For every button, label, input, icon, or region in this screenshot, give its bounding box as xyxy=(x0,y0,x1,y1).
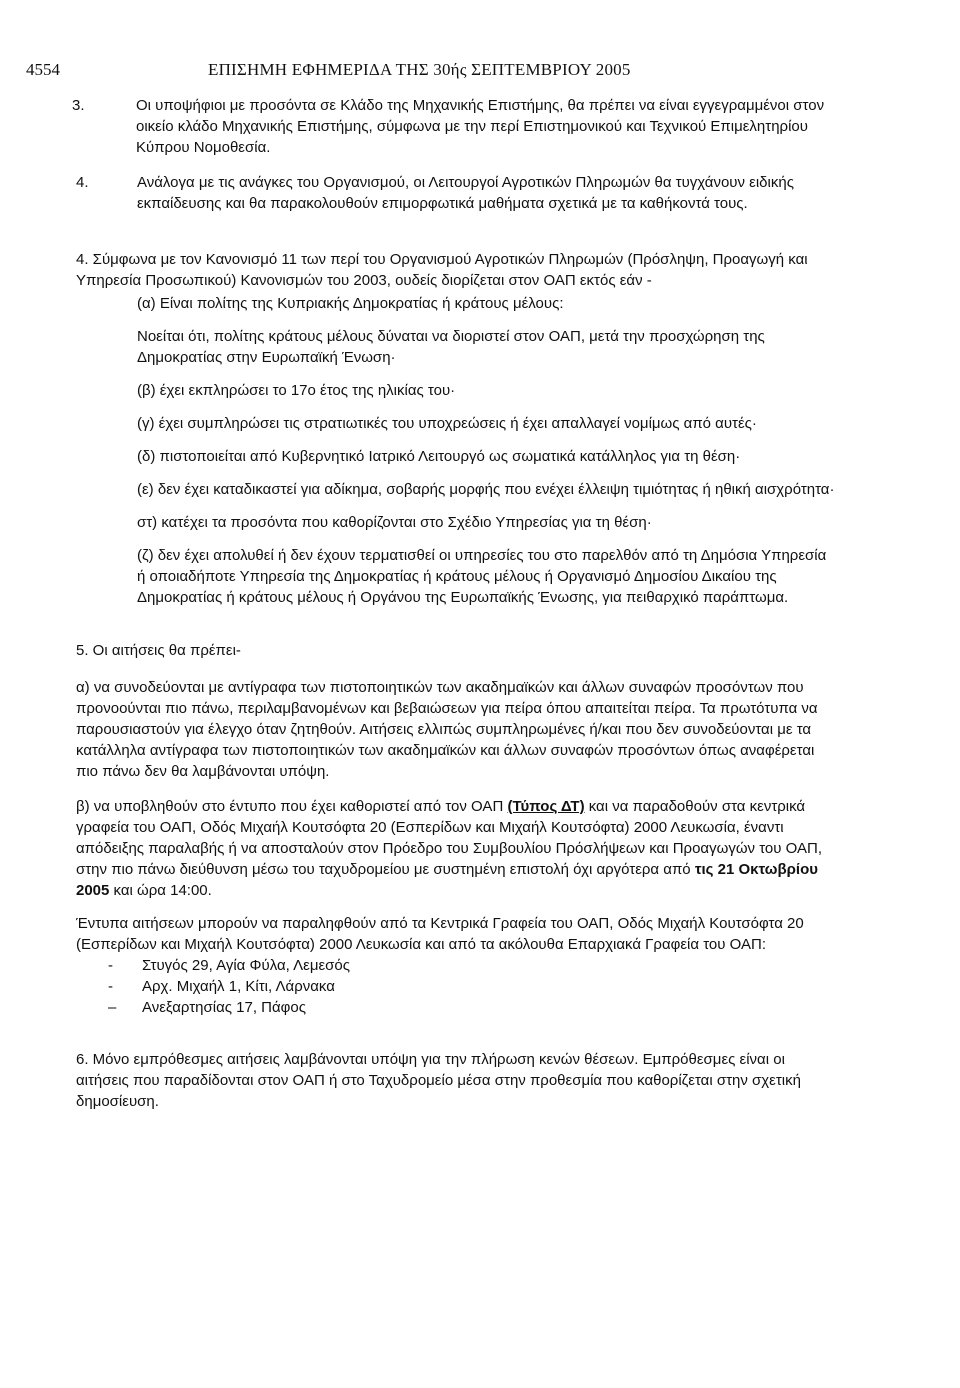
section-5-para-b xyxy=(76,796,836,901)
section-3-text: Οι υποψήφιοι με προσόντα σε Κλάδο της Μηχανικής Επιστήμης, θα πρέπει να είναι εγγεγραμμένοι στον οικείο κλάδο Μηχανικής Επιστήμης, σύμφωνα με την περί Επιστημονικού και Τεχνικού Επιμελητηρίου Κύπρου Νομοθεσία. xyxy=(136,97,825,156)
office-larnaca: - Αρχ. Μιχαήλ 1, Κίτι, Λάρνακα xyxy=(108,978,335,995)
forms-intro: Έντυπα αιτήσεων μπορούν να παραληφθούν από τα Κεντρικά Γραφεία του ΟΑΠ, Οδός Μιχαήλ Κουτσόφτα 20 (Εσπερίδων και Μιχαήλ Κουτσόφτα) 2000 Λευκωσία και από τα ακόλουθα Επαρχιακά Γραφεία του ΟΑΠ: xyxy=(76,915,804,953)
section-6-text: 6. Μόνο εμπρόθεσμες αιτήσεις λαμβάνονται υπόψη για την πλήρωση κενών θέσεων. Εμπρόθεσμες είναι οι αιτήσεις που παραδίδονται στον ΟΑΠ ή στο Ταχυδρομείο μέσα στην προθεσμία που καθορίζεται στην σχετική δημοσίευση. xyxy=(76,1051,801,1110)
condition-e: (ε) δεν έχει καταδικαστεί για αδίκημα, σοβαρής μορφής που ενέχει έλλειψη τιμιότητας ή ηθική αισχρότητα· xyxy=(137,481,835,498)
section-5-heading: 5. Οι αιτήσεις θα πρέπει- xyxy=(76,642,241,659)
section-6 xyxy=(76,1049,822,1112)
condition-a: (α) Είναι πολίτης της Κυπριακής Δημοκρατίας ή κράτους μέλους: xyxy=(137,295,564,312)
page-number: 4554 xyxy=(26,60,60,79)
section-4-training-text: Ανάλογα με τις ανάγκες του Οργανισμού, οι Λειτουργοί Αγροτικών Πληρωμών θα τυγχάνουν ειδικής εκπαίδευσης και θα παρακολουθούν επιμορφωτικά μαθήματα σχετικά με τα καθήκοντά τους. xyxy=(137,174,794,212)
form-type: (Τύπος ΔΤ) xyxy=(507,798,585,815)
condition-c: (γ) έχει συμπληρώσει τις στρατιωτικές του υποχρεώσεις ή έχει απαλλαγεί νομίμως από αυτές· xyxy=(137,415,757,432)
office-address: Αρχ. Μιχαήλ 1, Κίτι, Λάρνακα xyxy=(142,978,335,995)
section-3-number: 3. xyxy=(72,97,85,114)
condition-z: (ζ) δεν έχει απολυθεί ή δεν έχουν τερματισθεί οι υπηρεσίες του στο παρελθόν από τη Δημόσια Υπηρεσία ή οποιαδήποτε Υπηρεσία της Δημοκρατίας ή κράτους μέλους ή Οργανισμό Δημοσίου Δικαίου της Δημοκρατίας ή κράτους μέλους ή Οργάνου της Ευρωπαϊκής Ένωσης, για πειθαρχικό παράπτωμα. xyxy=(137,547,827,606)
office-paphos: – Ανεξαρτησίας 17, Πάφος xyxy=(108,999,306,1016)
eligibility-conditions xyxy=(137,293,837,608)
district-offices-list xyxy=(108,955,836,1018)
section-3 xyxy=(72,95,850,158)
eligibility-intro: 4. Σύμφωνα με τον Κανονισμό 11 των περί του Οργανισμού Αγροτικών Πληρωμών (Πρόσληψη, Προαγωγή και Υπηρεσία Προσωπικού) Κανονισμών του 2003, ουδείς διορίζεται στον ΟΑΠ εκτός εάν - xyxy=(76,251,808,289)
para-b-suffix: και ώρα 14:00. xyxy=(109,882,212,899)
condition-b: (β) έχει εκπληρώσει το 17ο έτος της ηλικίας του· xyxy=(137,382,456,399)
section-5-para-a: α) να συνοδεύονται με αντίγραφα των πιστοποιητικών των ακαδημαϊκών και άλλων συναφών προσόντων που προνοούνται πιο πάνω, περιλαμβανομένων και βεβαιώσεων για πείρα όπου απαιτείται πείρα. Τα πρωτότυπα να παρουσιαστούν για έλεγχο όταν ζητηθούν. Αιτήσεις ελλιπώς συμπληρωμένες ή/και που δεν συνοδεύονται με τα κατάλληλα αντίγραφα των πιστοποιητικών των ακαδημαϊκών και άλλων συναφών προσόντων όπως αναφέρεται πιο πάνω δεν θα λαμβάνονται υπόψη. xyxy=(76,679,818,780)
section-4-training-number: 4. xyxy=(76,174,89,191)
office-address: Ανεξαρτησίας 17, Πάφος xyxy=(142,999,306,1016)
condition-a-note: Νοείται ότι, πολίτης κράτους μέλους δύναται να διοριστεί στον ΟΑΠ, μετά την προσχώρηση της Δημοκρατίας στην Ευρωπαϊκή Ένωση· xyxy=(137,328,765,366)
office-address: Στυγός 29, Αγία Φύλα, Λεμεσός xyxy=(142,957,351,974)
section-4-training xyxy=(76,172,850,214)
section-4-eligibility xyxy=(76,249,822,291)
office-limassol: - Στυγός 29, Αγία Φύλα, Λεμεσός xyxy=(108,957,351,974)
deadline: τις 21 Οκτωβρίου 2005 xyxy=(76,861,818,899)
condition-st: στ) κατέχει τα προσόντα που καθορίζονται στο Σχέδιο Υπηρεσίας για τη θέση· xyxy=(137,514,652,531)
para-b-prefix: β) να υποβληθούν στο έντυπο που έχει καθοριστεί από τον ΟΑΠ xyxy=(76,798,508,815)
gazette-title: ΕΠΙΣΗΜΗ ΕΦΗΜΕΡΙΔΑ ΤΗΣ 30ής ΣΕΠΤΕΜΒΡΙΟΥ 2005 xyxy=(208,60,631,79)
para-b-middle: και να παραδοθούν στα κεντρικά γραφεία του ΟΑΠ, Οδός Μιχαήλ Κουτσόφτα 20 (Εσπερίδων και Μιχαήλ Κουτσόφτα) 2000 Λευκωσία, έναντι απόδειξης παραλαβής ή να αποσταλούν στον Πρόεδρο του Συμβουλίου Πρόσλήψεων και Προαγωγών του ΟΑΠ, στην πιο πάνω διεύθυνση μέσω του ταχυδρομείου με συστημένη επιστολή όχι αργότερα από xyxy=(76,798,823,878)
section-5 xyxy=(76,640,836,1018)
condition-d: (δ) πιστοποιείται από Κυβερνητικό Ιατρικό Λειτουργό ως σωματικά κατάλληλος για τη θέση· xyxy=(137,448,741,465)
